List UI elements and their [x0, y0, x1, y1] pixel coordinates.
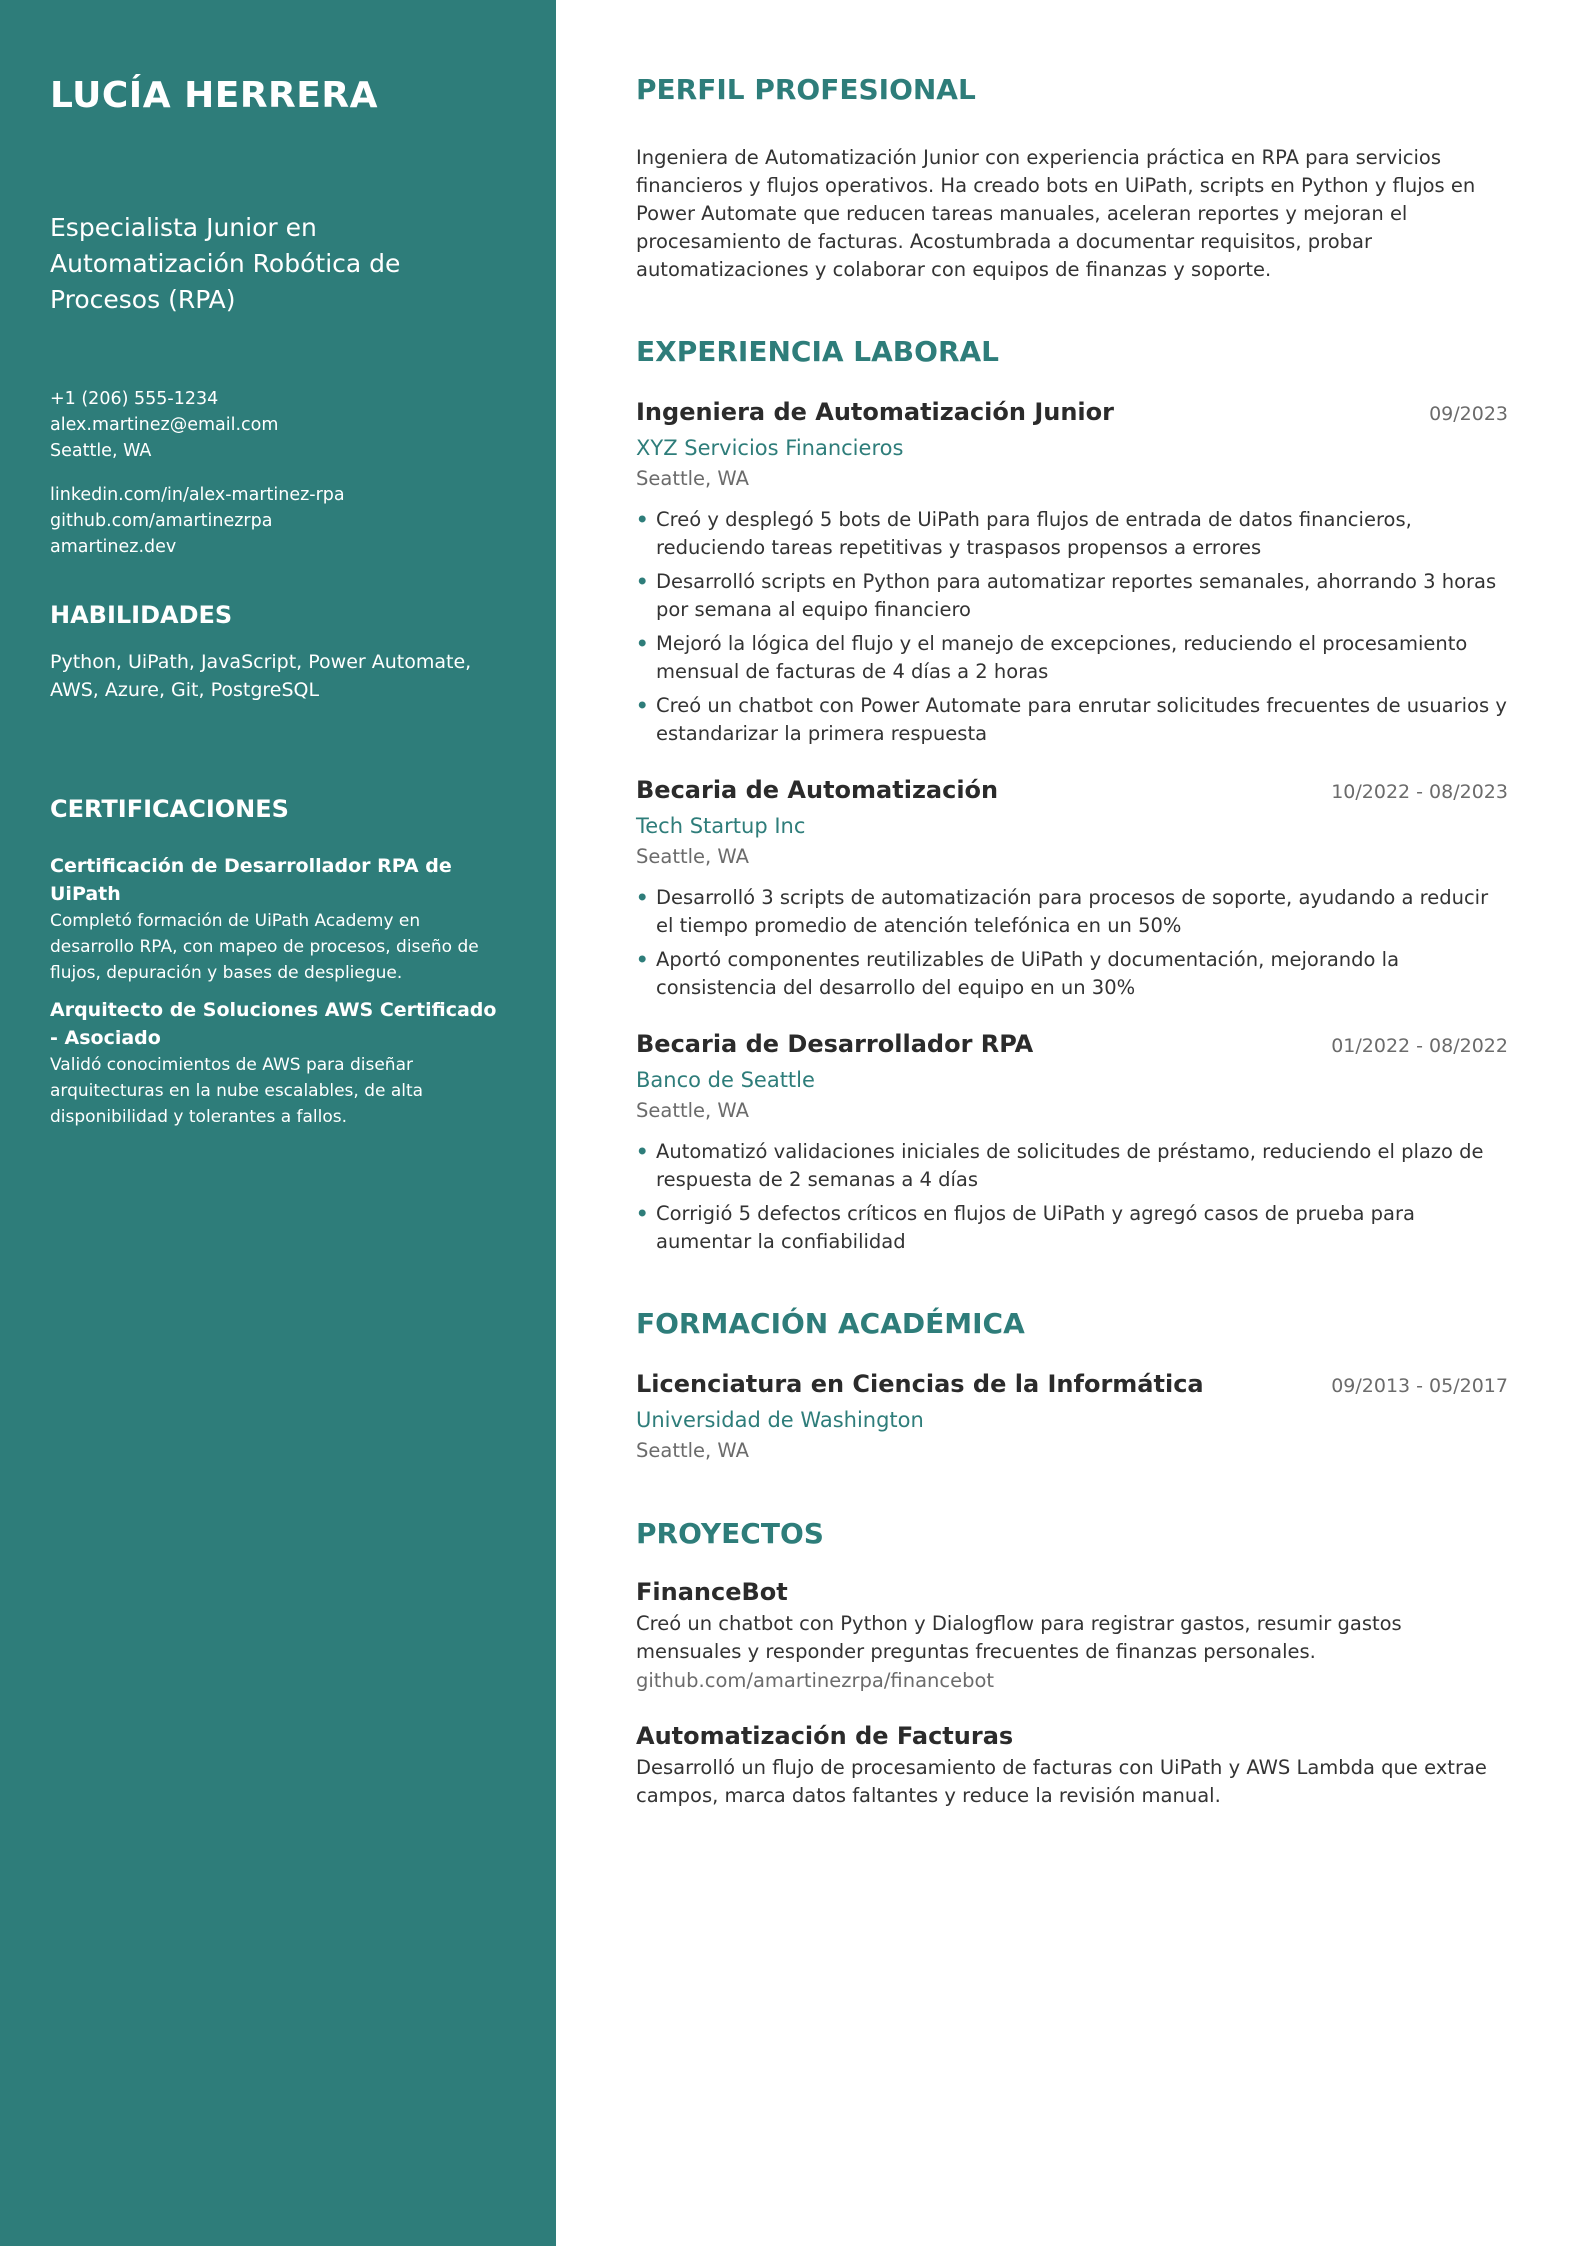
job-location: Seattle, WA — [636, 1099, 749, 1122]
bullet-item: • Mejoró la lógica del flujo y el manejo de excepciones, reduciendo el procesamiento mensual de facturas de 4 días a 2 horas — [636, 630, 1508, 686]
job-company: Banco de Seattle — [636, 1068, 815, 1092]
bullet-item: • Automatizó validaciones iniciales de solicitudes de préstamo, reduciendo el plazo de respuesta de 2 semanas a 4 días — [636, 1138, 1508, 1194]
project-description: Creó un chatbot con Python y Dialogflow para registrar gastos, resumir gastos mensuales y responder preguntas frecuentes de finanzas personales. — [636, 1612, 1402, 1663]
contact-block — [50, 386, 506, 464]
job-entry — [636, 1028, 1508, 1256]
project-entry — [636, 1576, 1508, 1696]
github-link[interactable]: github.com/amartinezrpa — [50, 511, 273, 531]
project-entry — [636, 1720, 1508, 1810]
job-location: Seattle, WA — [636, 845, 749, 868]
skills-list: Python, UiPath, JavaScript, Power Automate, AWS, Azure, Git, PostgreSQL — [50, 651, 472, 701]
job-entry — [636, 396, 1508, 748]
cert-description: Completó formación de UiPath Academy en desarrollo RPA, con mapeo de procesos, diseño de flujos, depuración y bases de despliegue. — [50, 911, 479, 983]
profile-heading: PERFIL PROFESIONAL — [636, 73, 976, 106]
bullet-item: • Corrigió 5 defectos críticos en flujos de UiPath y agregó casos de prueba para aumentar la confiabilidad — [636, 1200, 1508, 1256]
experience-heading: EXPERIENCIA LABORAL — [636, 335, 1000, 368]
project-title: Automatización de Facturas — [636, 1722, 1014, 1750]
email[interactable]: alex.martinez@email.com — [50, 415, 279, 435]
job-title: Ingeniera de Automatización Junior — [636, 398, 1114, 426]
education-heading: FORMACIÓN ACADÉMICA — [636, 1307, 1025, 1340]
job-company: Tech Startup Inc — [636, 814, 806, 838]
linkedin-link[interactable]: linkedin.com/in/alex-martinez-rpa — [50, 485, 345, 505]
job-bullets — [636, 1138, 1508, 1256]
job-date: 09/2023 — [1429, 403, 1508, 425]
website-link[interactable]: amartinez.dev — [50, 537, 177, 557]
cert-title: Arquitecto de Soluciones AWS Certificado - Asociado — [50, 999, 497, 1049]
bullet-item: • Desarrolló scripts en Python para automatizar reportes semanales, ahorrando 3 horas por semana al equipo financiero — [636, 568, 1508, 624]
job-date: 01/2022 - 08/2022 — [1331, 1035, 1508, 1057]
skills-heading: HABILIDADES — [50, 601, 233, 629]
location: Seattle, WA — [50, 441, 152, 461]
bullet-item: • Desarrolló 3 scripts de automatización para procesos de soporte, ayudando a reducir el tiempo promedio de atención telefónica en un 50% — [636, 884, 1508, 940]
phone: +1 (206) 555-1234 — [50, 389, 219, 409]
job-bullets — [636, 506, 1508, 748]
project-link[interactable]: github.com/amartinezrpa/financebot — [636, 1669, 995, 1692]
education-date: 09/2013 - 05/2017 — [1331, 1375, 1508, 1397]
bullet-item: • Creó y desplegó 5 bots de UiPath para flujos de entrada de datos financieros, reduciendo tareas repetitivas y traspasos propensos a errores — [636, 506, 1508, 562]
links-block — [50, 482, 506, 560]
cert-title: Certificación de Desarrollador RPA de UiPath — [50, 855, 452, 905]
job-title: Becaria de Desarrollador RPA — [636, 1030, 1034, 1058]
certifications-list — [50, 852, 506, 1130]
job-bullets — [636, 884, 1508, 1002]
cert-description: Validó conocimientos de AWS para diseñar arquitecturas en la nube escalables, de alta disponibilidad y tolerantes a fallos. — [50, 1055, 424, 1127]
project-description: Desarrolló un flujo de procesamiento de facturas con UiPath y AWS Lambda que extrae campos, marca datos faltantes y reduce la revisión manual. — [636, 1756, 1487, 1807]
certifications-heading: CERTIFICACIONES — [50, 795, 289, 823]
job-date: 10/2022 - 08/2023 — [1331, 781, 1508, 803]
main-content — [636, 72, 1508, 1810]
candidate-title: Especialista Junior en Automatización Robótica de Procesos (RPA) — [50, 213, 401, 314]
sidebar — [0, 0, 556, 2246]
job-entry — [636, 774, 1508, 1002]
job-company: XYZ Servicios Financieros — [636, 436, 904, 460]
institution: Universidad de Washington — [636, 1408, 924, 1432]
project-title: FinanceBot — [636, 1578, 788, 1606]
projects-heading: PROYECTOS — [636, 1517, 824, 1550]
candidate-name: LUCÍA HERRERA — [50, 75, 378, 116]
education-entry — [636, 1368, 1508, 1466]
bullet-item: • Creó un chatbot con Power Automate para enrutar solicitudes frecuentes de usuarios y estandarizar la primera respuesta — [636, 692, 1508, 748]
bullet-item: • Aportó componentes reutilizables de UiPath y documentación, mejorando la consistencia del desarrollo del equipo en un 30% — [636, 946, 1508, 1002]
education-location: Seattle, WA — [636, 1439, 749, 1462]
profile-summary: Ingeniera de Automatización Junior con experiencia práctica en RPA para servicios financieros y flujos operativos. Ha creado bots en UiPath, scripts en Python y flujos en Power Automate que reducen tareas manuales, aceleran reportes y mejoran el procesamiento de facturas. Acostumbrada a documentar requisitos, probar automatizaciones y colaborar con equipos de finanzas y soporte. — [636, 146, 1476, 281]
job-title: Becaria de Automatización — [636, 776, 999, 804]
job-location: Seattle, WA — [636, 467, 749, 490]
degree-title: Licenciatura en Ciencias de la Informática — [636, 1370, 1204, 1398]
